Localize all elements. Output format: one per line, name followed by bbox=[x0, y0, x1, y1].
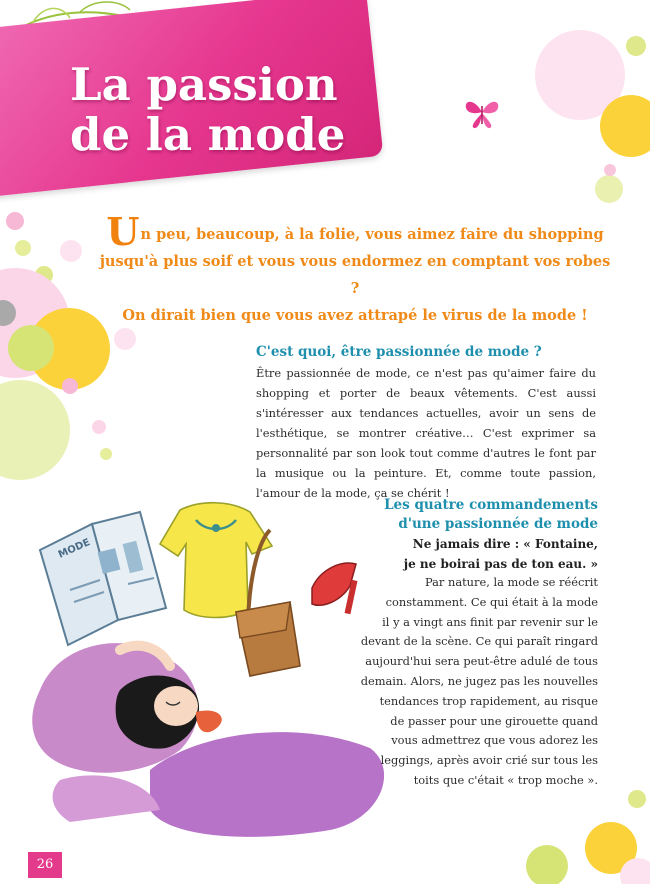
decor-dot bbox=[60, 240, 82, 262]
shoe-illustration bbox=[312, 563, 357, 614]
intro-line2: jusqu'à plus soif et vous vous endormez en comptant vos robes ? bbox=[99, 253, 611, 297]
page-title-line2: de la mode bbox=[70, 108, 346, 161]
decor-dot bbox=[62, 378, 78, 394]
magazine-illustration bbox=[40, 512, 166, 645]
body-line: devant de la scène. Ce qui paraît ringard bbox=[360, 634, 598, 649]
intro-line1 bbox=[95, 209, 615, 254]
section2-subheading-line1: Ne jamais dire : « Fontaine, bbox=[412, 537, 598, 551]
section2-subheading-line2: je ne boirai pas de ton eau. » bbox=[403, 557, 598, 571]
body-line: constamment. Ce qui était à la mode bbox=[385, 594, 598, 609]
magazine-label: MODE bbox=[56, 537, 92, 561]
decor-dot bbox=[600, 95, 650, 157]
page-number: 26 bbox=[28, 852, 62, 878]
decor-dot bbox=[0, 380, 70, 480]
intro-line3: On dirait bien que vous avez attrapé le virus de la mode ! bbox=[122, 307, 588, 324]
section2-body bbox=[361, 573, 598, 791]
decor-dot bbox=[6, 212, 24, 230]
body-line: il y a vingt ans finit par revenir sur le bbox=[382, 614, 598, 629]
decor-dot bbox=[92, 420, 106, 434]
decor-dot bbox=[604, 164, 616, 176]
body-line: demain. Alors, ne jugez pas les nouvelles bbox=[360, 673, 598, 688]
pillow-illustration bbox=[32, 643, 384, 837]
decor-dot bbox=[628, 790, 646, 808]
butterfly-icon bbox=[462, 96, 502, 130]
intro-paragraph bbox=[95, 209, 615, 329]
body-line: toits que c'était « trop moche ». bbox=[413, 772, 598, 787]
decor-dot bbox=[526, 845, 568, 884]
body-line: Par nature, la mode se réécrit bbox=[424, 575, 598, 589]
body-line: vous admettrez que vous adorez les bbox=[391, 733, 598, 748]
page-title-line1: La passion bbox=[70, 58, 338, 111]
section1-heading: C'est quoi, être passionnée de mode ? bbox=[256, 344, 542, 360]
decor-dot bbox=[595, 175, 623, 203]
decor-dot bbox=[100, 448, 112, 460]
section2-subheading bbox=[404, 534, 598, 574]
section2-heading-line1: Les quatre commandements bbox=[384, 497, 598, 513]
page-title bbox=[70, 60, 345, 160]
body-line: tendances trop rapidement, au risque bbox=[379, 693, 598, 708]
decor-dot bbox=[8, 325, 54, 371]
decor-dot bbox=[114, 328, 136, 350]
decor-dot bbox=[15, 240, 31, 256]
intro-line1-text: n peu, beaucoup, à la folie, vous aimez faire du shopping bbox=[140, 226, 604, 243]
section2-heading-line2: d'une passionnée de mode bbox=[398, 516, 598, 532]
body-line: de passer pour une girouette quand bbox=[390, 713, 598, 728]
intro-dropcap: U bbox=[106, 209, 140, 254]
section2-heading bbox=[384, 496, 598, 534]
body-line: leggings, après avoir crié sur tous les bbox=[380, 753, 598, 768]
body-line: aujourd'hui sera peut-être adulé de tous bbox=[365, 654, 598, 669]
illustration bbox=[0, 480, 390, 840]
section1-body: Être passionnée de mode, ce n'est pas qu'aimer faire du shopping et porter de beaux vêtements. C'est aussi s'intéresser aux tendances actuelles, avoir un sens de l'esthétique, se montrer créative… C'est exprimer sa personnalité par son look tout comme d'autres le font par la musique ou la peinture. Et, comme toute passion, l'amour de la mode, ça se chérit ! bbox=[256, 366, 596, 500]
decor-dot bbox=[626, 36, 646, 56]
